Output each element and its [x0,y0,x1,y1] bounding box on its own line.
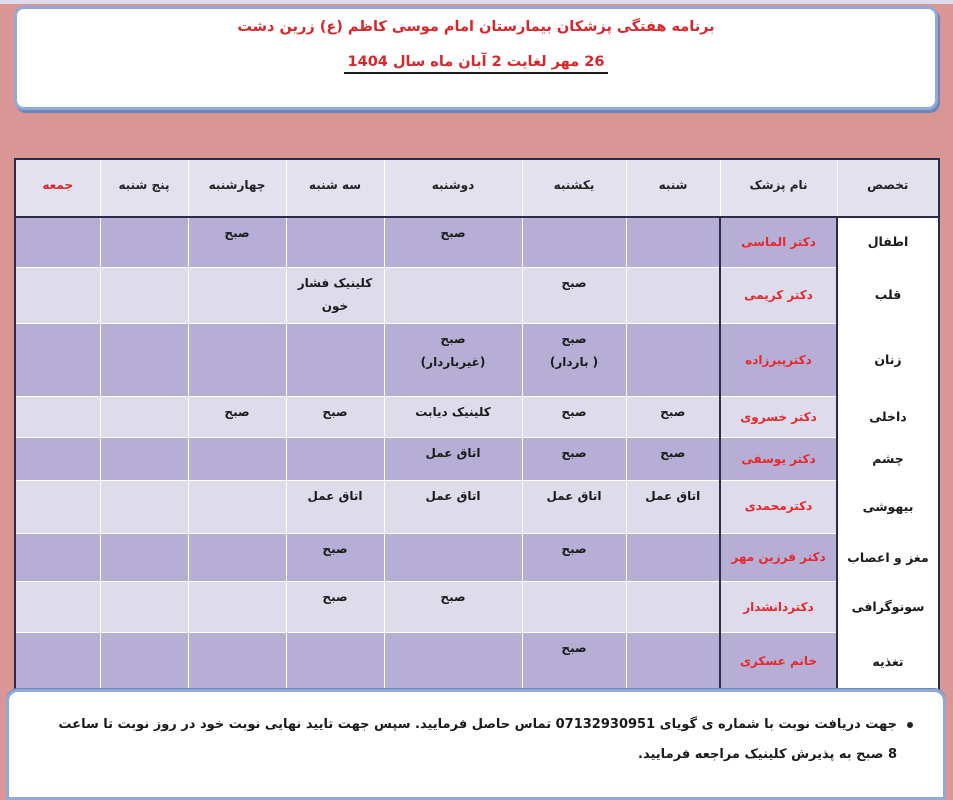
schedule-cell-text: صبح [561,405,587,420]
schedule-cell [522,217,626,267]
schedule-cell [286,397,384,438]
schedule-cell [384,633,522,691]
schedule-cell [384,217,522,267]
table-row [15,533,939,581]
schedule-cell-text: کلینیک دیابت [415,405,491,420]
schedule-table [14,158,940,692]
specialty-cell: بیهوشی [837,480,939,533]
schedule-cell [15,438,100,480]
specialty-cell: زنان [837,323,939,396]
schedule-cell [286,217,384,267]
header-day-sunday: یکشنبه [522,159,626,217]
schedule-cell [522,438,626,480]
schedule-cell [626,397,720,438]
schedule-cell [522,267,626,323]
schedule-cell [188,633,286,691]
table-header-row [15,159,939,217]
schedule-cell [522,633,626,691]
schedule-cell [626,533,720,581]
schedule-cell [188,438,286,480]
date-range-text: 26 مهر لغایت 2 آبان ماه سال 1404 [344,54,609,74]
schedule-cell-text: اتاق عمل [645,488,701,503]
schedule-cell-text: صبح [660,405,686,420]
schedule-cell-text: صبح [224,226,250,240]
specialty-cell: چشم [837,438,939,480]
schedule-cell [100,438,188,480]
specialty-cell: داخلی [837,397,939,438]
doctor-name-cell: دکتر فرزین مهر [720,533,837,581]
schedule-cell [100,217,188,267]
schedule-cell [626,633,720,691]
schedule-cell-text: (غیرباردار) [420,354,486,369]
doctor-name-cell: دکترمحمدی [720,480,837,533]
table-row [15,323,939,396]
table-row [15,267,939,323]
schedule-cell [384,438,522,480]
doctor-name-cell: خانم عسکری [720,633,837,691]
header-doctor: نام پزشک [720,159,837,217]
schedule-cell [100,633,188,691]
schedule-cell [15,267,100,323]
schedule-cell [626,438,720,480]
schedule-cell [286,633,384,691]
doctor-name-cell: دکتر الماسی [720,217,837,267]
specialty-cell: مغز و اعصاب [837,533,939,581]
schedule-cell [626,323,720,396]
schedule-cell [188,397,286,438]
specialty-cell: قلب [837,267,939,323]
table-row [15,438,939,480]
schedule-cell-text: صبح [561,331,587,346]
date-range [17,54,935,70]
schedule-cell [100,323,188,396]
table-row [15,480,939,533]
schedule-cell [286,323,384,396]
schedule-cell [100,582,188,633]
schedule-cell-text: صبح [440,590,466,604]
schedule-cell [286,582,384,633]
header-day-monday: دوشنبه [384,159,522,217]
schedule-cell [15,582,100,633]
schedule-cell [626,582,720,633]
schedule-cell-text: صبح [440,331,466,346]
schedule-cell-text: صبح [660,446,686,461]
top-strip [0,0,953,4]
schedule-cell [384,397,522,438]
schedule-cell [522,323,626,396]
schedule-cell-text: اتاق عمل [425,488,481,503]
schedule-cell [286,438,384,480]
doctor-name-cell: دکتر کریمی [720,267,837,323]
schedule-cell [188,267,286,323]
table-row [15,582,939,633]
schedule-cell-text: صبح [440,226,466,240]
footer-note-text: جهت دریافت نوبت با شماره ی گویای 07132930951 تماس حاصل فرمایید. سپس جهت تایید نهایی نوبت خود در روز نوبت تا ساعت 8 صبح به پذیرش کلینیک مراجعه فرمایید. [58,717,897,762]
schedule-cell [100,267,188,323]
schedule-cell [286,267,384,323]
schedule-cell-text: صبح [322,590,348,604]
schedule-cell [188,323,286,396]
schedule-cell [384,533,522,581]
bullet-icon [907,722,913,728]
schedule-cell [626,217,720,267]
schedule-cell-text: صبح [561,641,587,656]
schedule-cell [188,582,286,633]
schedule-cell-text: ( باردار) [549,354,599,369]
schedule-cell [522,533,626,581]
schedule-cell [15,633,100,691]
doctor-name-cell: دکترپیرزاده [720,323,837,396]
header-day-wednesday: چهارشنبه [188,159,286,217]
schedule-cell-text: اتاق عمل [546,488,602,503]
schedule-cell-text: صبح [224,405,250,420]
table-row [15,217,939,267]
specialty-cell: تغذیه [837,633,939,691]
header-day-tuesday: سه شنبه [286,159,384,217]
schedule-cell [15,397,100,438]
table-row [15,397,939,438]
schedule-cell [188,480,286,533]
header-day-thursday: پنج شنبه [100,159,188,217]
schedule-cell [188,217,286,267]
doctor-name-cell: دکتر یوسفی [720,438,837,480]
schedule-cell [384,480,522,533]
schedule-cell [100,397,188,438]
schedule-cell [15,480,100,533]
specialty-cell: سونوگرافی [837,582,939,633]
schedule-cell [522,582,626,633]
schedule-cell [626,480,720,533]
doctor-name-cell: دکتر خسروی [720,397,837,438]
schedule-cell [384,582,522,633]
header-day-friday: جمعه [15,159,100,217]
schedule-cell-text: اتاق عمل [425,446,481,461]
schedule-cell [384,323,522,396]
schedule-cell-text: صبح [561,446,587,461]
header-box [14,6,938,110]
schedule-cell [522,480,626,533]
schedule-cell [626,267,720,323]
schedule-cell [286,533,384,581]
schedule-cell-text: صبح [322,405,348,420]
specialty-cell: اطفال [837,217,939,267]
schedule-cell [100,533,188,581]
schedule-cell-text: صبح [322,541,348,556]
schedule-cell [100,480,188,533]
footer-box [6,689,946,800]
schedule-cell-text: صبح [561,541,587,556]
schedule-cell [188,533,286,581]
schedule-cell [15,217,100,267]
page-title: برنامه هفتگی پزشکان بیمارستان امام موسی کاظم (ع) زرین دشت [237,19,715,35]
schedule-cell-text: صبح [561,275,587,290]
doctor-name-cell: دکتردانشدار [720,582,837,633]
schedule-cell [286,480,384,533]
schedule-cell-text: کلینیک فشار خون [297,275,373,313]
schedule-cell [384,267,522,323]
schedule-cell [15,323,100,396]
schedule-cell [522,397,626,438]
header-specialty: تخصص [837,159,939,217]
schedule-cell-text: اتاق عمل [307,488,363,503]
schedule-cell [15,533,100,581]
table-row [15,633,939,691]
footer-note [49,710,913,770]
header-day-saturday: شنبه [626,159,720,217]
